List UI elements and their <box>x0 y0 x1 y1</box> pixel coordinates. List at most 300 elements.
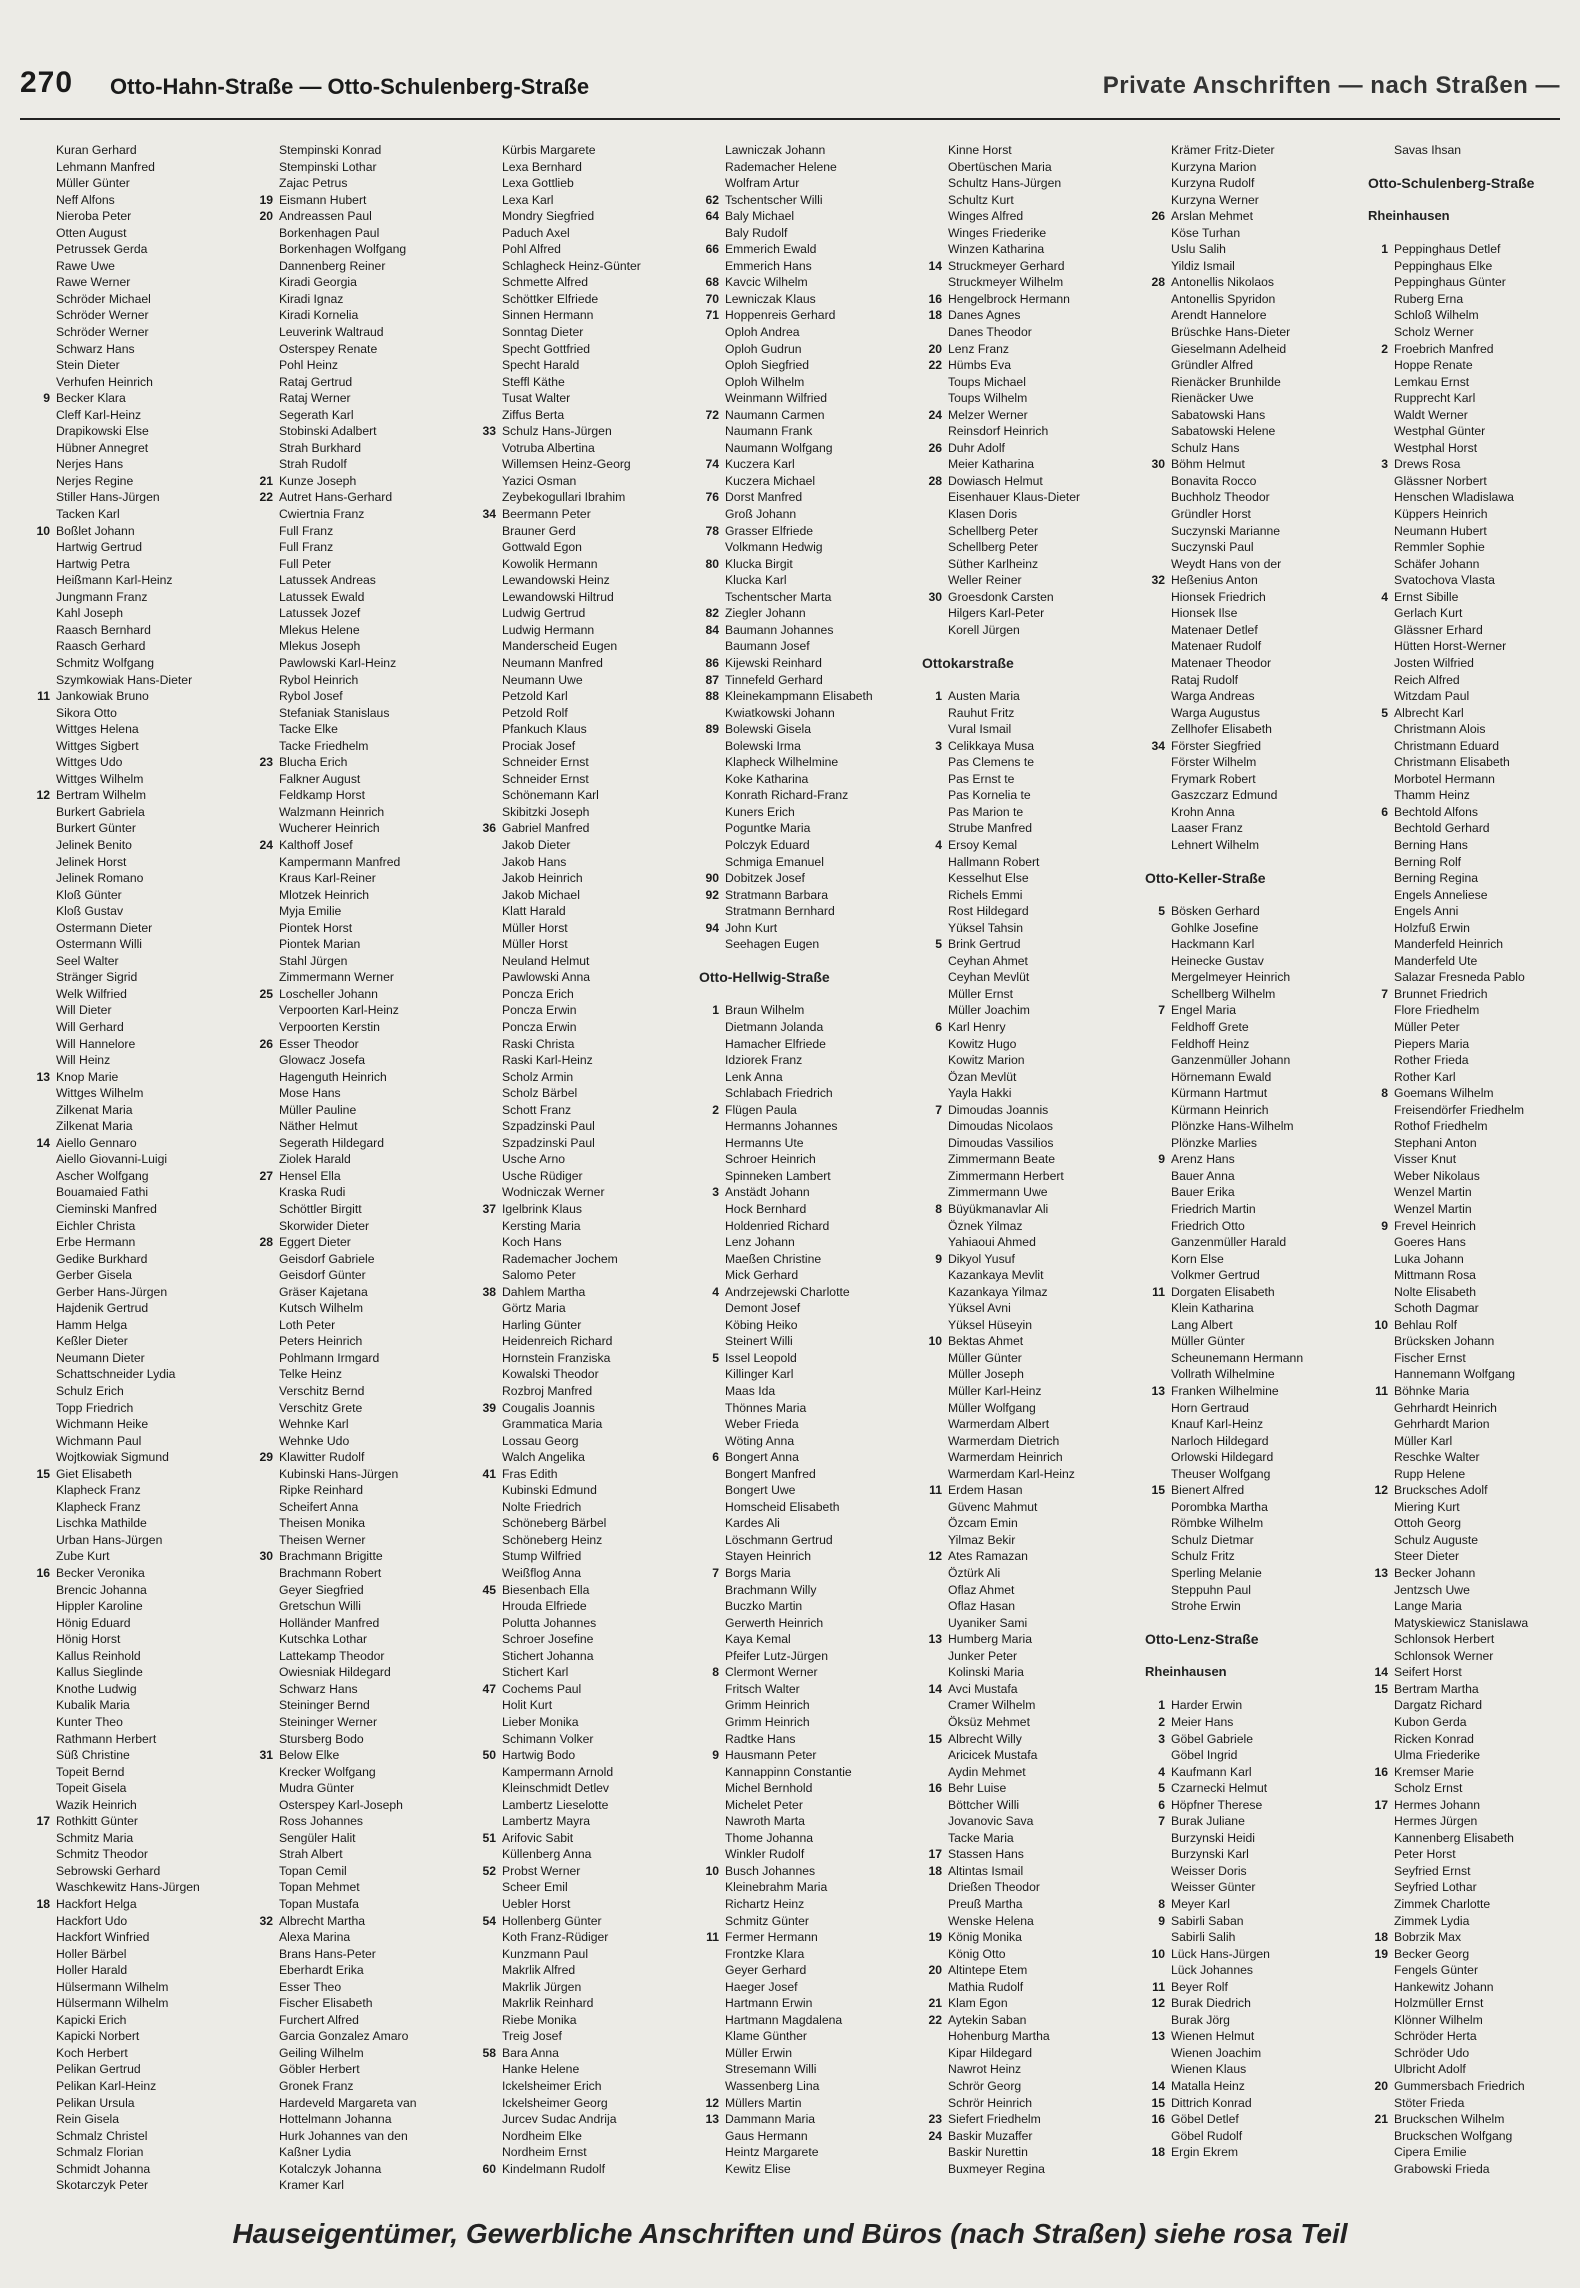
resident-entry <box>26 2161 246 2178</box>
resident-name: Humberg Maria <box>948 1632 1032 1647</box>
resident-name: Hackmann Karl <box>1171 937 1255 952</box>
resident-entry <box>1364 754 1580 771</box>
house-number: 16 <box>1374 1764 1388 1779</box>
resident-entry <box>249 1896 469 1913</box>
resident-name: Tschentscher Willi <box>725 192 823 207</box>
resident-name: Wazik Heinrich <box>56 1797 137 1812</box>
resident-name: Höpfner Therese <box>1171 1797 1263 1812</box>
resident-name: Glässner Norbert <box>1394 473 1487 488</box>
resident-name: Goemans Wilhelm <box>1394 1086 1494 1101</box>
resident-entry <box>1364 589 1580 606</box>
resident-name: Tacken Karl <box>56 507 120 522</box>
resident-entry <box>249 1797 469 1814</box>
resident-name: Neuland Helmut <box>502 953 590 968</box>
resident-name: Owiesniak Hildegard <box>279 1665 391 1680</box>
resident-name: Celikkaya Musa <box>948 738 1035 753</box>
resident-name: Ostermann Dieter <box>56 920 153 935</box>
resident-name: Koke Katharina <box>725 771 809 786</box>
resident-name: Svatochova Vlasta <box>1394 573 1495 588</box>
resident-entry <box>26 1135 246 1152</box>
resident-name: Kapicki Norbert <box>56 2029 140 2044</box>
resident-entry <box>249 159 469 176</box>
resident-name: Groesdonk Carsten <box>948 589 1054 604</box>
resident-entry <box>1364 655 1580 672</box>
resident-name: Wienen Joachim <box>1171 2045 1262 2060</box>
resident-name: Theuser Wolfgang <box>1171 1466 1271 1481</box>
resident-entry <box>1364 258 1580 275</box>
resident-entry <box>1141 738 1361 755</box>
resident-name: Full Franz <box>279 540 334 555</box>
resident-entry <box>918 854 1138 871</box>
resident-name: Savas Ihsan <box>1394 143 1462 157</box>
resident-name: Usche Rüdiger <box>502 1168 583 1183</box>
resident-entry <box>1141 1532 1361 1549</box>
resident-entry <box>249 1648 469 1665</box>
resident-name: Stratmann Bernhard <box>725 904 835 919</box>
resident-entry <box>1364 1615 1580 1632</box>
resident-name: Raski Karl-Heinz <box>502 1053 593 1068</box>
resident-name: Avci Mustafa <box>948 1681 1018 1696</box>
resident-entry <box>918 1135 1138 1152</box>
resident-name: Hackfort Winfried <box>56 1930 150 1945</box>
resident-entry <box>1141 2111 1361 2128</box>
resident-name: Busch Johannes <box>725 1863 816 1878</box>
resident-entry <box>26 1052 246 1069</box>
resident-name: Özcam Emin <box>948 1516 1018 1531</box>
resident-name: Zimmermann Herbert <box>948 1168 1064 1183</box>
resident-entry <box>1141 804 1361 821</box>
resident-entry <box>249 2111 469 2128</box>
resident-name: Thome Johanna <box>725 1830 814 1845</box>
house-number: 82 <box>705 606 719 621</box>
resident-entry <box>695 672 915 689</box>
resident-entry <box>249 1168 469 1185</box>
resident-entry <box>26 1565 246 1582</box>
resident-entry <box>1141 1019 1361 1036</box>
resident-name: Schmalz Christel <box>56 2128 148 2143</box>
resident-name: Szpadzinski Paul <box>502 1135 595 1150</box>
resident-name: Eichler Christa <box>56 1218 136 1233</box>
resident-entry <box>26 638 246 655</box>
resident-name: Wittges Udo <box>56 755 123 770</box>
resident-entry <box>918 1400 1138 1417</box>
resident-entry <box>472 1118 692 1135</box>
resident-entry <box>26 572 246 589</box>
house-number: 13 <box>928 1632 942 1647</box>
resident-entry <box>918 307 1138 324</box>
resident-name: Witzdam Paul <box>1394 689 1470 704</box>
resident-entry <box>472 787 692 804</box>
resident-name: Becker Klara <box>56 391 126 406</box>
resident-entry <box>695 1648 915 1665</box>
resident-entry <box>26 589 246 606</box>
resident-name: Reschke Walter <box>1394 1450 1480 1465</box>
resident-entry <box>249 1350 469 1367</box>
resident-entry <box>1364 1863 1580 1880</box>
resident-name: Schattschneider Lydia <box>56 1367 176 1382</box>
resident-entry <box>472 969 692 986</box>
resident-name: Dahlem Martha <box>502 1284 586 1299</box>
resident-entry <box>249 1251 469 1268</box>
resident-entry <box>1141 1069 1361 1086</box>
resident-name: Brachmann Brigitte <box>279 1549 383 1564</box>
resident-name: Hamm Helga <box>56 1317 128 1332</box>
resident-name: Kunzmann Paul <box>502 1946 589 1961</box>
resident-name: Frontzke Klara <box>725 1946 805 1961</box>
resident-entry <box>26 1714 246 1731</box>
resident-entry <box>1364 721 1580 738</box>
resident-entry <box>1364 854 1580 871</box>
house-number: 15 <box>1374 1681 1388 1696</box>
resident-name: Polczyk Eduard <box>725 837 810 852</box>
resident-entry <box>695 870 915 887</box>
house-number: 15 <box>36 1466 50 1481</box>
house-number: 32 <box>1151 573 1165 588</box>
resident-entry <box>249 1780 469 1797</box>
resident-entry <box>1141 1118 1361 1135</box>
resident-name: Kürbis Margarete <box>502 143 596 157</box>
house-number: 28 <box>1151 275 1165 290</box>
resident-name: Hönig Horst <box>56 1632 121 1647</box>
resident-entry <box>249 1466 469 1483</box>
resident-name: Gerber Hans-Jürgen <box>56 1284 168 1299</box>
resident-entry <box>918 1962 1138 1979</box>
resident-name: Hartwig Gertrud <box>56 540 143 555</box>
resident-name: Zimmek Lydia <box>1394 1913 1470 1928</box>
resident-name: Müller Karl <box>1394 1433 1453 1448</box>
house-number: 5 <box>1158 904 1165 919</box>
resident-entry <box>472 307 692 324</box>
resident-name: Horn Gertraud <box>1171 1400 1249 1415</box>
resident-name: Lewandowski Hiltrud <box>502 589 614 604</box>
resident-name: Hrouda Elfriede <box>502 1599 587 1614</box>
resident-name: Topp Friedrich <box>56 1400 134 1415</box>
resident-name: Kahl Joseph <box>56 606 124 621</box>
resident-entry <box>472 870 692 887</box>
resident-name: Gottwald Egon <box>502 540 582 555</box>
resident-name: Nordheim Ernst <box>502 2145 587 2160</box>
resident-name: Esser Theo <box>279 1979 342 1994</box>
resident-entry <box>918 887 1138 904</box>
resident-name: Cochems Paul <box>502 1681 582 1696</box>
resident-entry <box>26 241 246 258</box>
house-number: 11 <box>1375 1384 1388 1399</box>
house-number: 5 <box>1158 1781 1165 1796</box>
resident-name: Kallus Sieglinde <box>56 1665 143 1680</box>
resident-entry <box>918 1251 1138 1268</box>
resident-entry <box>26 1201 246 1218</box>
resident-name: Kremser Marie <box>1394 1764 1474 1779</box>
resident-name: Yüksel Hüseyin <box>948 1317 1032 1332</box>
house-number: 45 <box>482 1582 496 1597</box>
resident-entry <box>26 2012 246 2029</box>
resident-entry <box>695 1267 915 1284</box>
resident-entry <box>695 754 915 771</box>
resident-name: Schulz Dietmar <box>1171 1532 1254 1547</box>
resident-name: Pohlmann Irmgard <box>279 1350 380 1365</box>
house-number: 21 <box>928 1996 942 2011</box>
resident-entry <box>695 1731 915 1748</box>
resident-entry <box>1364 1582 1580 1599</box>
resident-entry <box>26 1846 246 1863</box>
house-number: 58 <box>482 2045 496 2060</box>
resident-entry <box>1141 1565 1361 1582</box>
house-number: 11 <box>1152 1979 1165 1994</box>
resident-entry <box>695 192 915 209</box>
resident-entry <box>695 1995 915 2012</box>
resident-entry <box>918 1681 1138 1698</box>
resident-entry <box>918 969 1138 986</box>
resident-name: Bienert Alfred <box>1171 1483 1245 1498</box>
house-number: 11 <box>929 1483 942 1498</box>
resident-name: Will Dieter <box>56 1003 112 1018</box>
house-number: 20 <box>1374 2078 1388 2093</box>
resident-name: Danes Theodor <box>948 325 1032 340</box>
resident-name: Raski Christa <box>502 1036 575 1051</box>
resident-name: Jentzsch Uwe <box>1394 1582 1470 1597</box>
resident-entry <box>1364 1184 1580 1201</box>
resident-name: Volkmer Gertrud <box>1171 1268 1260 1283</box>
resident-name: Kloß Gustav <box>56 904 124 919</box>
resident-entry <box>26 291 246 308</box>
resident-entry <box>1141 1366 1361 1383</box>
resident-name: Obertüschen Maria <box>948 159 1052 174</box>
house-number: 3 <box>712 1185 719 1200</box>
resident-name: Borgs Maria <box>725 1566 791 1581</box>
resident-entry <box>1141 291 1361 308</box>
resident-entry <box>472 1648 692 1665</box>
resident-name: Neumann Hubert <box>1394 523 1487 538</box>
resident-entry <box>26 225 246 242</box>
resident-name: Heißmann Karl-Heinz <box>56 573 173 588</box>
directory-column-6 <box>1141 142 1361 2161</box>
resident-name: Kalthoff Josef <box>279 837 353 852</box>
resident-entry <box>1141 1764 1361 1781</box>
resident-entry <box>26 1482 246 1499</box>
resident-name: Baumann Johannes <box>725 622 834 637</box>
resident-name: Hornstein Franziska <box>502 1350 611 1365</box>
resident-name: Kolinski Maria <box>948 1665 1024 1680</box>
resident-name: Hönig Eduard <box>56 1615 131 1630</box>
resident-entry <box>249 1184 469 1201</box>
resident-entry <box>472 1664 692 1681</box>
house-number: 92 <box>705 887 719 902</box>
resident-entry <box>1364 341 1580 358</box>
resident-entry <box>249 1747 469 1764</box>
resident-entry <box>249 887 469 904</box>
resident-entry <box>918 1416 1138 1433</box>
resident-entry <box>918 2161 1138 2178</box>
resident-entry <box>249 837 469 854</box>
resident-name: Kraska Rudi <box>279 1185 346 1200</box>
resident-name: Stresemann Willi <box>725 2062 817 2077</box>
resident-name: Scheer Emil <box>502 1880 568 1895</box>
house-number: 87 <box>705 672 719 687</box>
resident-entry <box>1141 1383 1361 1400</box>
resident-name: Freisendörfer Friedhelm <box>1394 1102 1525 1117</box>
resident-entry <box>695 1151 915 1168</box>
house-number: 6 <box>1158 1797 1165 1812</box>
resident-entry <box>918 1532 1138 1549</box>
resident-name: Ludwig Hermann <box>502 622 595 637</box>
resident-entry <box>1364 1267 1580 1284</box>
resident-entry <box>695 738 915 755</box>
resident-entry <box>249 605 469 622</box>
resident-entry <box>249 2078 469 2095</box>
resident-entry <box>918 1979 1138 1996</box>
resident-name: Fermer Hermann <box>725 1930 818 1945</box>
resident-name: Schneider Ernst <box>502 755 589 770</box>
resident-entry <box>918 1995 1138 2012</box>
resident-name: Manderfeld Heinrich <box>1394 937 1504 952</box>
resident-entry <box>249 1714 469 1731</box>
resident-name: Below Elke <box>279 1748 340 1763</box>
resident-name: Öztürk Ali <box>948 1566 1001 1581</box>
resident-name: Matenaer Detlef <box>1171 622 1258 637</box>
resident-name: Hohenburg Martha <box>948 2029 1050 2044</box>
house-number: 1 <box>935 689 942 704</box>
resident-name: Brink Gertrud <box>948 937 1021 952</box>
resident-name: Becker Johann <box>1394 1566 1476 1581</box>
resident-entry <box>249 1565 469 1582</box>
resident-entry <box>1141 986 1361 1003</box>
directory-column-4 <box>695 142 915 2177</box>
house-number: 84 <box>705 622 719 637</box>
resident-entry <box>918 2061 1138 2078</box>
resident-entry <box>1141 771 1361 788</box>
resident-entry <box>1364 1681 1580 1698</box>
resident-name: Gohlke Josefine <box>1171 920 1259 935</box>
resident-name: Schott Franz <box>502 1102 572 1117</box>
resident-entry <box>249 1631 469 1648</box>
resident-entry <box>695 1962 915 1979</box>
resident-entry <box>918 1333 1138 1350</box>
resident-name: Bongert Uwe <box>725 1483 796 1498</box>
resident-entry <box>918 1184 1138 1201</box>
resident-entry <box>918 473 1138 490</box>
resident-entry <box>472 1515 692 1532</box>
resident-entry <box>1364 489 1580 506</box>
resident-entry <box>249 341 469 358</box>
resident-entry <box>1364 705 1580 722</box>
resident-entry <box>26 539 246 556</box>
resident-name: Holit Kurt <box>502 1698 553 1713</box>
resident-entry <box>249 1036 469 1053</box>
resident-entry <box>918 1482 1138 1499</box>
resident-entry <box>26 2061 246 2078</box>
resident-entry <box>695 1830 915 1847</box>
resident-name: Schmitz Theodor <box>56 1847 148 1862</box>
resident-entry <box>472 1962 692 1979</box>
resident-entry <box>695 837 915 854</box>
resident-entry <box>1364 969 1580 986</box>
resident-entry <box>472 638 692 655</box>
resident-entry <box>472 2161 692 2178</box>
resident-name: Aydin Mehmet <box>948 1764 1026 1779</box>
resident-name: Gabriel Manfred <box>502 821 590 836</box>
resident-name: Skotarczyk Peter <box>56 2178 149 2193</box>
resident-entry <box>472 2078 692 2095</box>
house-number: 7 <box>712 1566 719 1581</box>
resident-entry <box>249 1433 469 1450</box>
house-number: 89 <box>705 722 719 737</box>
resident-name: Ulma Friederike <box>1394 1748 1481 1763</box>
resident-entry <box>1364 1648 1580 1665</box>
resident-name: Schultz Kurt <box>948 192 1014 207</box>
resident-entry <box>472 324 692 341</box>
resident-name: Arenz Hans <box>1171 1152 1235 1167</box>
resident-name: Schulz Auguste <box>1394 1532 1479 1547</box>
resident-name: Kotalczyk Johanna <box>279 2161 382 2176</box>
resident-name: Verschitz Bernd <box>279 1384 365 1399</box>
resident-entry <box>695 1747 915 1764</box>
resident-entry <box>695 1482 915 1499</box>
house-number: 4 <box>712 1284 719 1299</box>
resident-entry <box>26 1102 246 1119</box>
resident-entry <box>26 1118 246 1135</box>
resident-entry <box>918 1466 1138 1483</box>
resident-name: Burak Jörg <box>1171 2012 1230 2027</box>
resident-name: Müller Peter <box>1394 1019 1460 1034</box>
resident-entry <box>472 1697 692 1714</box>
resident-name: Zellhofer Elisabeth <box>1171 722 1272 737</box>
resident-name: Grabowski Frieda <box>1394 2161 1490 2176</box>
resident-name: Plönzke Marlies <box>1171 1135 1258 1150</box>
resident-entry <box>1364 1449 1580 1466</box>
resident-name: Treig Josef <box>502 2029 562 2044</box>
resident-entry <box>1141 473 1361 490</box>
resident-entry <box>1364 1995 1580 2012</box>
resident-name: Topan Mehmet <box>279 1880 360 1895</box>
resident-name: Waldt Werner <box>1394 407 1468 422</box>
resident-name: Korell Jürgen <box>948 622 1020 637</box>
resident-entry <box>1364 2161 1580 2178</box>
resident-entry <box>918 2045 1138 2062</box>
resident-entry <box>1141 324 1361 341</box>
resident-entry <box>1141 1780 1361 1797</box>
resident-entry <box>249 1317 469 1334</box>
resident-name: Blucha Erich <box>279 755 348 770</box>
resident-name: Schrör Heinrich <box>948 2095 1032 2110</box>
resident-entry <box>26 1002 246 1019</box>
resident-name: Goeres Hans <box>1394 1235 1466 1250</box>
resident-name: Sabatowski Helene <box>1171 424 1276 439</box>
resident-entry <box>26 1929 246 1946</box>
resident-entry <box>472 655 692 672</box>
house-number: 24 <box>928 407 942 422</box>
resident-entry <box>472 1499 692 1516</box>
resident-name: Porombka Martha <box>1171 1499 1268 1514</box>
resident-name: Berning Rolf <box>1394 854 1462 869</box>
resident-name: Ludwig Gertrud <box>502 606 586 621</box>
resident-name: Killinger Karl <box>725 1367 794 1382</box>
resident-name: Flügen Paula <box>725 1102 797 1117</box>
resident-name: Hartwig Bodo <box>502 1748 576 1763</box>
resident-entry <box>249 1052 469 1069</box>
resident-entry <box>249 539 469 556</box>
resident-entry <box>249 1201 469 1218</box>
house-number: 5 <box>935 937 942 952</box>
resident-name: Jankowiak Bruno <box>56 689 149 704</box>
resident-name: Tschentscher Marta <box>725 589 832 604</box>
resident-entry <box>249 1151 469 1168</box>
resident-entry <box>1364 1069 1580 1086</box>
resident-name: Albrecht Karl <box>1394 705 1464 720</box>
resident-name: Schöttler Birgitt <box>279 1202 362 1216</box>
resident-entry <box>695 390 915 407</box>
resident-entry <box>472 1780 692 1797</box>
resident-entry <box>1141 1830 1361 1847</box>
